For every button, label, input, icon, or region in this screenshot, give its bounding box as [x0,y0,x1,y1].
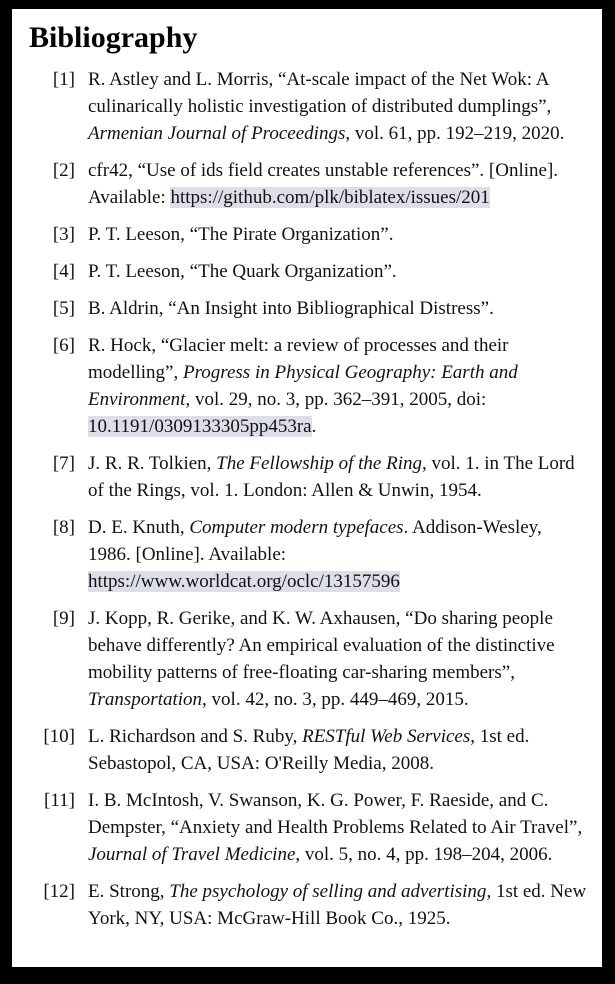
reference-label: [6] [52,335,75,356]
reference-segment: R. Hock, “Glacier melt: a review of processes and their modelling”, [88,335,509,383]
reference-segment: P. T. Leeson, “The Pirate Organization”. [88,224,394,245]
bibliography-page [12,9,602,967]
reference-label: [7] [52,453,75,474]
book-title: Computer modern typefaces [189,517,404,538]
reference-entry [29,723,588,777]
journal-title: Journal of Travel Medicine [88,844,296,865]
reference-segment: E. Strong, [88,881,170,902]
reference-entry [29,514,588,595]
reference-text [88,514,588,595]
reference-link[interactable]: https://www.worldcat.org/oclc/13157596 [88,571,400,592]
page-title: Bibliography [29,21,198,54]
reference-segment: . [311,416,317,437]
reference-label: [9] [52,608,75,629]
reference-segment: , vol. 5, no. 4, pp. 198–204, 2006. [295,844,553,865]
reference-label: [11] [44,790,75,811]
reference-text [88,332,588,440]
reference-text [88,878,588,932]
reference-segment: , vol. 29, no. 3, pp. 362–391, 2005, doi: [185,389,487,410]
reference-segment: , vol. 61, pp. 192–219, 2020. [345,123,565,144]
reference-entry [29,787,588,868]
reference-entry [29,878,588,932]
reference-text [88,221,588,248]
reference-entry [29,605,588,713]
reference-label: [2] [52,160,75,181]
reference-segment: , 1st ed. New York, NY, USA: McGraw-Hill Book Co., 1925. [88,881,587,929]
reference-entry [29,332,588,440]
reference-entry [29,295,588,322]
reference-segment: D. E. Knuth, [88,517,190,538]
reference-text [88,723,588,777]
journal-title: Transportation [88,689,203,710]
journal-title: Progress in Physical Geography: Earth and Environment [88,362,518,410]
reference-entry [29,157,588,211]
doi-link[interactable]: 10.1191/0309133305pp453ra [88,416,312,437]
reference-text [88,66,588,147]
book-title: The psychology of selling and advertising [169,881,487,902]
reference-segment: J. Kopp, R. Gerike, and K. W. Axhausen, “Do sharing people behave differently? An empirical evaluation of the distinctive mobility patterns of free-floating car-sharing members”, [88,608,555,683]
reference-label: [10] [43,726,75,747]
reference-segment: L. Richardson and S. Ruby, [88,726,303,747]
reference-segment: cfr42, “Use of ids field creates unstable references”. [Online]. Available: [88,160,559,208]
reference-segment: I. B. McIntosh, V. Swanson, K. G. Power, F. Raeside, and C. Dempster, “Anxiety and Health Problems Related to Air Travel”, [88,790,583,838]
journal-title: Armenian Journal of Proceedings [88,123,346,144]
reference-entry [29,450,588,504]
reference-entry [29,258,588,285]
reference-entry [29,66,588,147]
book-title: The Fellowship of the Ring [216,453,422,474]
reference-label: [12] [43,881,75,902]
reference-segment: , vol. 42, no. 3, pp. 449–469, 2015. [202,689,469,710]
reference-text [88,157,588,211]
reference-text [88,787,588,868]
reference-label: [8] [52,517,75,538]
reference-entry [29,221,588,248]
reference-text [88,605,588,713]
reference-label: [1] [52,69,75,90]
reference-text [88,258,588,285]
reference-segment: P. T. Leeson, “The Quark Organization”. [88,261,397,282]
reference-text [88,295,588,322]
reference-segment: R. Astley and L. Morris, “At-scale impact of the Net Wok: A culinarically holistic investigation of distributed dumplings”, [88,69,552,117]
reference-segment: . Addison-Wesley, 1986. [Online]. Available: [88,517,542,565]
reference-segment: , vol. 1. in The Lord of the Rings, vol. 1. London: Allen & Unwin, 1954. [88,453,575,501]
reference-label: [4] [52,261,75,282]
reference-text [88,450,588,504]
reference-label: [3] [52,224,75,245]
reference-segment: J. R. R. Tolkien, [88,453,217,474]
reference-link[interactable]: https://github.com/plk/biblatex/issues/201 [170,187,490,208]
reference-label: [5] [52,298,75,319]
reference-segment: , 1st ed. Sebastopol, CA, USA: O'Reilly Media, 2008. [88,726,530,774]
book-title: RESTful Web Services [302,726,471,747]
reference-segment: B. Aldrin, “An Insight into Bibliographical Distress”. [88,298,494,319]
